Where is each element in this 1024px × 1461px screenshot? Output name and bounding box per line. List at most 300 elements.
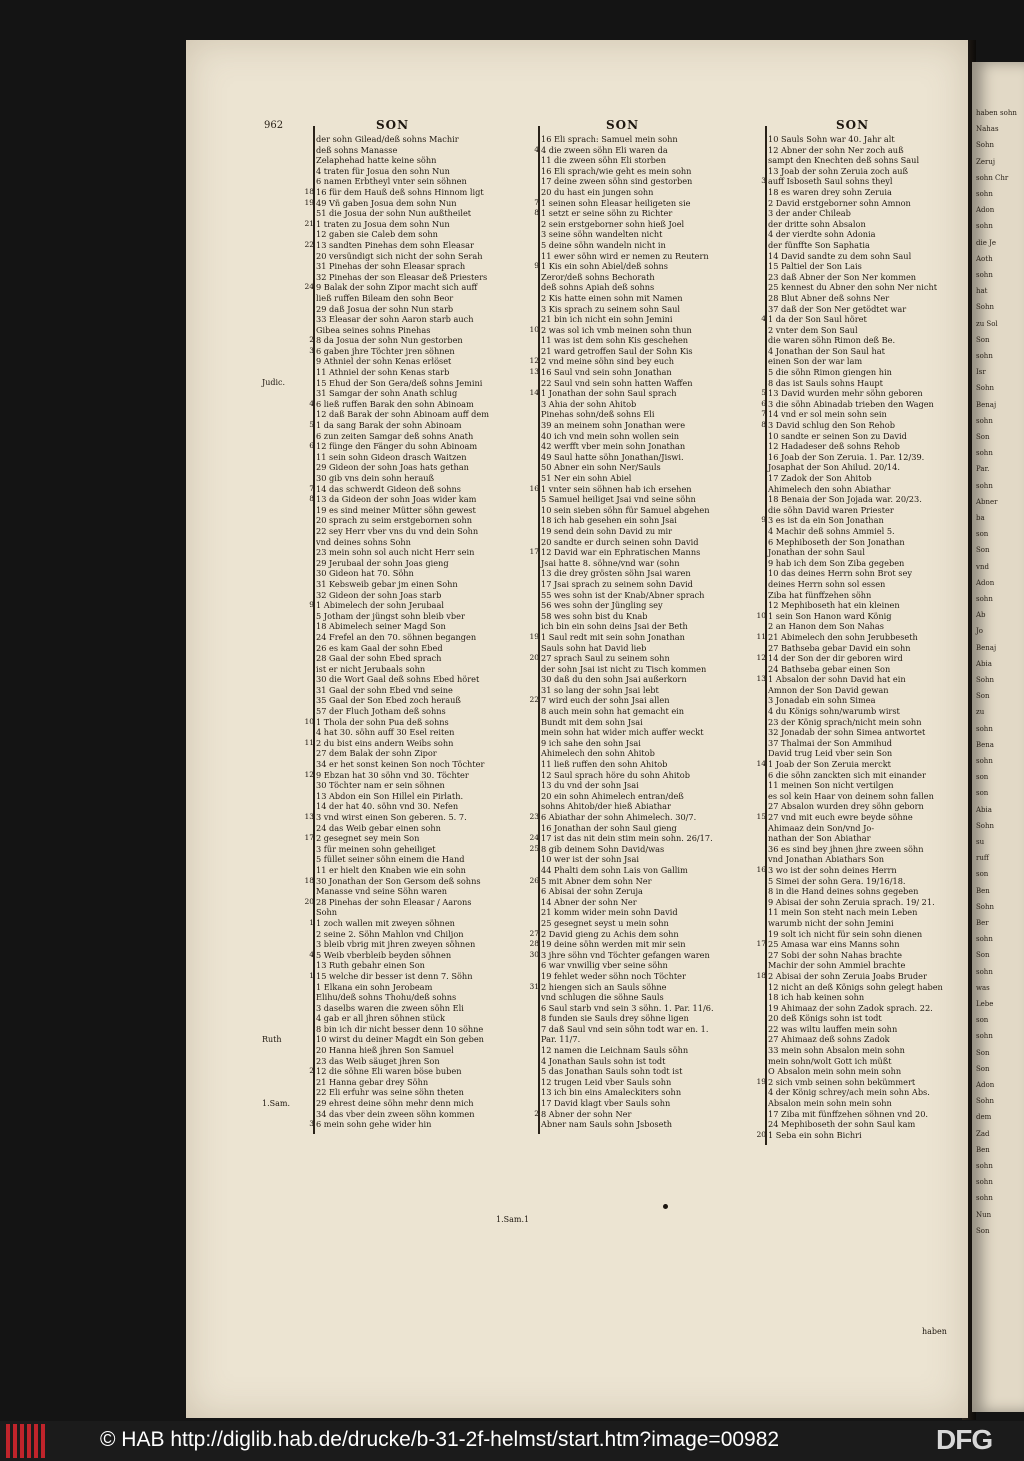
list-item xyxy=(541,420,741,431)
entry-text: 35 Gaal der Son Ebed zoch herauß xyxy=(316,695,461,706)
entry-text: 11 die zween söhn Eli storben xyxy=(541,155,667,166)
entry-text: 32 Gideon der sohn Joas starb xyxy=(316,589,442,600)
entry-text: 27 sprach Saul zu seinem sohn xyxy=(541,653,670,664)
entry-text: auff Isboseth Saul sohns theyl xyxy=(768,176,893,187)
entry-text: 51 Ner ein sohn Abiel xyxy=(541,473,632,483)
page-dot xyxy=(663,1204,668,1209)
list-item xyxy=(316,780,516,791)
list-item xyxy=(529,547,741,558)
list-item xyxy=(534,144,741,156)
list-item xyxy=(529,483,741,495)
entry-text: mein sohn/wolt Gott ich müßt xyxy=(768,1055,892,1066)
next-page-fragment: Sohn xyxy=(976,1097,995,1106)
entry-text: 10 Sauls Sohn war 40. Jahr alt xyxy=(768,134,895,144)
column-header: SON xyxy=(376,118,410,132)
list-item xyxy=(529,928,741,940)
list-item xyxy=(541,918,741,929)
list-item xyxy=(541,452,741,463)
entry-text: 3 Kis sprach zu seinem sohn Saul xyxy=(541,303,681,314)
chapter-number: 2 xyxy=(534,1108,539,1118)
list-item xyxy=(541,282,741,293)
list-item xyxy=(768,1098,963,1109)
entry-text: 13 sandten Pinehas dem sohn Eleasar xyxy=(316,239,474,250)
entry-text: 4 gab er all jhren söhnen stück xyxy=(316,1013,446,1024)
list-item xyxy=(316,388,516,399)
next-page-fragment: Zad xyxy=(976,1129,990,1138)
chapter-number: 30 xyxy=(529,949,539,959)
list-item xyxy=(768,823,963,834)
catchword: haben xyxy=(922,1327,947,1336)
list-item xyxy=(316,759,516,770)
entry-text: 27 Ahimaaz deß sohns Zadok xyxy=(768,1034,890,1045)
chapter-number: 12 xyxy=(756,653,766,663)
chapter-number: 22 xyxy=(529,695,539,705)
entry-text: 2 vnd meine söhn sind bey euch xyxy=(541,356,675,367)
entry-text: 2 was sol ich vmb meinen sohn thun xyxy=(541,324,692,335)
next-page-fragment: Son xyxy=(976,433,990,441)
list-item xyxy=(316,537,516,548)
entry-text: Ahimelech den sohn Ahitob xyxy=(541,748,655,759)
list-item xyxy=(541,240,741,251)
list-item xyxy=(768,960,963,971)
chapter-number: 11 xyxy=(304,737,314,747)
list-item xyxy=(768,685,963,696)
entry-text: 20 sprach zu seim erstgebornen sohn xyxy=(316,515,473,526)
list-item xyxy=(756,812,963,823)
list-item xyxy=(316,1003,516,1014)
list-item xyxy=(541,166,741,177)
list-item xyxy=(768,484,963,495)
entry-text: 2 seine 2. Söhn Mahlon vnd Chiljon xyxy=(316,928,464,939)
entry-text: 1 Absalon der sohn David hat ein xyxy=(768,674,906,685)
chapter-number: 15 xyxy=(756,812,766,821)
chapter-number: 18 xyxy=(756,970,766,980)
entry-text: 4 du Königs sohn/warumb wirst xyxy=(768,706,900,717)
entry-text: Amnon der Son David gewan xyxy=(768,684,889,695)
entry-text: 11 er hielt den Knaben wie ein sohn xyxy=(316,864,466,875)
entry-text: 21 Abimelech den sohn Jerubbeseth xyxy=(768,631,918,642)
entry-text: mein sohn hat wider mich auffer weckt xyxy=(541,727,704,738)
chapter-number: 3 xyxy=(309,1119,314,1129)
entry-text: 11 ließ ruffen den sohn Ahitob xyxy=(541,759,668,770)
entry-text: 19 Ahimaaz der sohn Zadok sprach. 22. xyxy=(768,1002,933,1013)
list-item xyxy=(316,272,516,283)
entry-text: 40 ich vnd mein sohn wollen sein xyxy=(541,430,680,441)
chapter-number: 4 xyxy=(309,398,314,408)
list-item xyxy=(309,345,516,357)
list-item xyxy=(316,590,516,601)
entry-text: Jonathan der sohn Saul xyxy=(768,547,865,558)
list-item xyxy=(541,1077,741,1088)
entry-text: 7 wird euch der sohn Jsai allen xyxy=(541,695,670,706)
entry-text: Ziba hat fünffzehen söhn xyxy=(768,589,872,600)
entry-text: 4 Machir deß sohns Ammiel 5. xyxy=(768,525,895,536)
entry-text: 1 setzt er seine söhn zu Richter xyxy=(541,208,673,219)
entry-text: 1 da sang Barak der sohn Abinoam xyxy=(316,420,462,431)
list-item xyxy=(541,706,741,717)
list-item xyxy=(541,314,741,325)
list-item xyxy=(541,505,741,516)
list-item xyxy=(304,197,516,209)
list-item xyxy=(529,939,741,950)
list-item xyxy=(309,494,516,505)
entry-text: 3 seine söhn wandelten nicht xyxy=(541,229,663,240)
list-item xyxy=(541,1087,741,1098)
entry-text: 4 der König schrey/ach mein sohn Abs. xyxy=(768,1087,930,1098)
list-item xyxy=(768,229,963,240)
list-item xyxy=(316,801,516,812)
next-page-fragment: Aoth xyxy=(976,254,993,263)
list-item xyxy=(541,251,741,262)
list-item xyxy=(541,155,741,166)
list-item xyxy=(529,653,741,664)
entry-text: 21 ward getroffen Saul der Sohn Kis xyxy=(541,345,693,356)
list-item xyxy=(529,388,741,399)
entry-text: 6 Mephiboseth der Son Jonathan xyxy=(768,536,905,547)
entry-text: 14 das schwerdt Gideon deß sohns xyxy=(316,483,461,494)
list-item xyxy=(768,1024,963,1035)
next-page-fragment: Sohn xyxy=(976,821,995,830)
list-item xyxy=(756,610,963,622)
list-item xyxy=(541,717,741,728)
entry-text: 30 die Wort Gaal deß sohns Ebed höret xyxy=(316,674,480,685)
list-item xyxy=(768,706,963,717)
entry-text: 12 daß Barak der sohn Abinoam auff dem xyxy=(316,409,490,420)
entry-text: 9 Ebzan hat 30 söhn vnd 30. Töchter xyxy=(316,769,469,780)
next-page-fragment: Son xyxy=(976,951,990,960)
next-page-fragment: sohn xyxy=(976,1194,993,1203)
list-item xyxy=(541,643,741,654)
list-item xyxy=(768,664,963,675)
list-item xyxy=(316,579,516,590)
list-item xyxy=(316,431,516,442)
list-item xyxy=(768,187,963,198)
entry-text: 30 Gideon hat 70. Söhn xyxy=(316,568,414,579)
entry-text: 18 ich hab gesehen ein sohn Jsai xyxy=(541,515,677,526)
entry-text: 3 der ander Chileab xyxy=(768,208,851,219)
entry-text: 24 Frefel an den 70. söhnen begangen xyxy=(316,631,477,642)
chapter-number: 12 xyxy=(304,769,314,779)
list-item xyxy=(768,1119,963,1130)
next-page-fragment: Sohn xyxy=(976,902,995,911)
list-item xyxy=(541,865,741,876)
entry-text: 19 send dein sohn David zu mir xyxy=(541,525,673,536)
list-item xyxy=(316,378,516,389)
entry-text: 55 wes sohn ist der Knab/Abner sprach xyxy=(541,589,705,600)
entry-text: 10 das deines Herrn sohn Brot sey xyxy=(768,568,912,579)
next-page-fragment: sohn xyxy=(976,1162,993,1170)
entry-text: 28 Blut Abner deß sohns Ner xyxy=(768,292,890,303)
entry-text: 31 Pinehas der sohn Eleasar sprach xyxy=(316,261,466,272)
entry-text: 16 Eli sprach/wie geht es mein sohn xyxy=(541,165,692,176)
entry-text: 11 sein sohn Gideon drasch Waitzen xyxy=(316,451,467,462)
entry-text: 1 da der Son Saul höret xyxy=(768,314,867,325)
list-item xyxy=(541,229,741,240)
next-page-fragment: Abner xyxy=(976,497,998,506)
next-page-fragment: Sohn xyxy=(976,384,995,393)
entry-text: vnd Jonathan Abiathars Son xyxy=(768,854,885,865)
entry-text: 58 wes sohn bist du Knab xyxy=(541,610,648,621)
entry-text: 29 Gideon der sohn Joas hats gethan xyxy=(316,462,469,473)
entry-text: Zelaphehad hatte keine söhn xyxy=(316,155,437,166)
entry-text: 24 das Weib gebar einen sohn xyxy=(316,822,441,833)
entry-text: 18 Abimelech seiner Magd Son xyxy=(316,621,446,632)
entry-text: 1 vnter sein söhnen hab ich ersehen xyxy=(541,483,692,494)
entry-text: 30 daß du den sohn Jsai außerkorn xyxy=(541,674,687,685)
entry-text: 5 füllet seiner söhn einem die Hand xyxy=(316,854,465,865)
chapter-number: 10 xyxy=(529,324,539,334)
entry-text: 25 Amasa war eins Manns sohn xyxy=(768,939,900,950)
list-item xyxy=(316,1077,516,1088)
list-item xyxy=(316,251,516,262)
list-item xyxy=(768,293,963,304)
entry-text: 11 meinen Son nicht vertilgen xyxy=(768,780,894,791)
entry-text: 7 daß Saul vnd sein söhn todt war en. 1. xyxy=(541,1023,709,1034)
entry-text: einen Son der war lam xyxy=(768,356,863,367)
column-header: SON xyxy=(836,118,870,132)
chapter-number: 19 xyxy=(756,1076,766,1086)
list-item xyxy=(768,780,963,791)
list-item xyxy=(316,261,516,272)
entry-text: 14 der hat 40. söhn vnd 30. Nefen xyxy=(316,801,459,812)
chapter-number: 16 xyxy=(529,483,539,493)
entry-text: 42 werfft vber mein sohn Jonathan xyxy=(541,441,686,452)
list-item xyxy=(304,716,516,728)
copyright-link[interactable]: © HAB http://diglib.hab.de/drucke/b-31-2f-helmst/start.htm?image=00982 xyxy=(100,1428,780,1451)
list-item xyxy=(309,441,516,452)
list-item xyxy=(768,452,963,463)
entry-text: 27 vnd mit euch ewre beyde söhne xyxy=(768,812,913,822)
list-item xyxy=(529,367,741,378)
entry-text: Jsai hatte 8. söhne/vnd war (sohn xyxy=(541,557,680,568)
entry-text: 2 Abisai der sohn Zeruia Joabs Bruder xyxy=(768,970,927,981)
entry-text: 21 komm wider mein sohn David xyxy=(541,907,678,918)
list-item xyxy=(768,1013,963,1024)
entry-text: nathan der Son Abiathar xyxy=(768,833,871,844)
next-page-fragment: ruff xyxy=(976,854,989,863)
next-page-fragment: hat xyxy=(976,287,988,296)
chapter-number: 13 xyxy=(529,367,539,377)
list-item xyxy=(304,218,516,230)
list-item xyxy=(316,558,516,569)
list-item xyxy=(316,695,516,706)
next-page-fragment: vnd xyxy=(976,562,989,571)
chapter-number: 13 xyxy=(304,812,314,821)
entry-text: 22 Eli erfuhr was seine söhn theten xyxy=(316,1087,464,1098)
next-page-fragment: Adon xyxy=(976,206,995,215)
list-item xyxy=(768,717,963,728)
chapter-number: 6 xyxy=(761,398,766,408)
list-item xyxy=(541,727,741,738)
next-page-fragment: Nun xyxy=(976,1210,992,1219)
entry-text: 20 Hanna hieß jhren Son Samuel xyxy=(316,1045,454,1056)
column-header: SON xyxy=(606,118,640,132)
list-item xyxy=(768,367,963,378)
entry-text: 57 der Fluch Jotham deß sohns xyxy=(316,706,446,717)
chapter-number: 4 xyxy=(309,949,314,959)
next-page-fragment: sohn xyxy=(976,222,993,231)
entry-text: 24 Bathseba gebar einen Son xyxy=(768,663,891,674)
entry-text: 3 die söhn Abinadab trieben den Wagen xyxy=(768,398,934,409)
list-item xyxy=(541,409,741,420)
entry-text: 32 Pinehas der son Eleasar deß Priesters xyxy=(316,271,488,282)
list-item xyxy=(768,494,963,505)
entry-text: 13 die drey grösten söhn Jsai waren xyxy=(541,568,691,579)
chapter-number: 8 xyxy=(309,494,314,504)
next-page-fragment: Son xyxy=(976,335,990,344)
list-item xyxy=(768,738,963,749)
entry-text: 44 Phalti dem sohn Lais von Gallim xyxy=(541,864,688,875)
entry-text: sampt den Knechten deß sohns Saul xyxy=(768,155,920,166)
next-page-fragment: sohn xyxy=(976,757,993,765)
entry-text: 9 ich sahe den sohn Jsai xyxy=(541,737,641,748)
list-item xyxy=(768,155,963,166)
entry-text: 18 Benaia der Son Jojada war. 20/23. xyxy=(768,494,922,505)
entry-text: 12 trugen Leid vber Sauls sohn xyxy=(541,1076,672,1087)
list-item xyxy=(316,166,516,177)
chapter-number: 14 xyxy=(756,759,766,769)
list-item xyxy=(316,621,516,632)
list-item xyxy=(309,420,516,431)
list-item xyxy=(541,801,741,812)
entry-text: 14 Abner der sohn Ner xyxy=(541,896,637,907)
entry-text: 10 sandte er seinen Son zu David xyxy=(768,430,907,441)
list-item xyxy=(768,251,963,262)
chapter-number: 26 xyxy=(529,875,539,885)
entry-text: 16 Saul vnd sein sohn Jonathan xyxy=(541,367,672,378)
entry-text: der fünffte Son Saphatia xyxy=(768,239,870,250)
entry-text: 49 Saul hatte söhn Jonathan/Jiswi. xyxy=(541,451,684,462)
list-item xyxy=(529,949,741,961)
entry-text: 8 in die Hand deines sohns gegeben xyxy=(768,886,919,897)
list-item xyxy=(541,674,741,685)
list-item xyxy=(541,558,741,569)
book-page xyxy=(186,40,968,1418)
chapter-number: 25 xyxy=(529,843,539,853)
chapter-number: 20 xyxy=(529,653,539,663)
list-item xyxy=(768,897,963,908)
list-item xyxy=(316,1098,516,1109)
list-item xyxy=(316,325,516,336)
entry-text: 19 es sind meiner Mütter söhn gewest xyxy=(316,504,476,515)
list-item xyxy=(541,399,741,410)
list-item xyxy=(761,176,963,187)
entry-text: 6 die söhn zanckten sich mit einander xyxy=(768,769,926,780)
next-page-fragment: Adon xyxy=(976,1081,995,1089)
next-page-fragment: Abia xyxy=(976,659,992,668)
entry-text: 31 so lang der sohn Jsai lebt xyxy=(541,684,659,695)
chapter-number: 17 xyxy=(529,547,539,557)
book-side-label: 1.Sam. xyxy=(262,1098,291,1108)
entry-text: ist er nicht Jerubaals sohn xyxy=(316,663,426,674)
next-page-fragment: dem xyxy=(976,1113,992,1122)
list-item xyxy=(768,473,963,484)
next-page-fragment: Sohn xyxy=(976,303,995,312)
entry-text: 6 gaben jhre Töchter jren söhnen xyxy=(316,345,455,356)
list-item xyxy=(541,1003,741,1014)
list-item xyxy=(768,304,963,315)
list-item xyxy=(768,356,963,367)
entry-text: 3 Ahia der sohn Ahitob xyxy=(541,398,637,409)
entry-text: 29 ehrest deine söhn mehr denn mich xyxy=(316,1098,474,1109)
list-item xyxy=(541,1024,741,1035)
next-page-fragment: Nahas xyxy=(976,125,999,134)
entry-text: sohns Ahitob/der hieß Abiathar xyxy=(541,801,671,812)
next-page-fragment: Par. xyxy=(976,465,990,474)
list-item xyxy=(316,886,516,897)
list-item xyxy=(316,208,516,219)
next-page-fragment: Son xyxy=(976,1226,990,1235)
entry-text: 9 Abisai der sohn Zeruia sprach. 19/ 21. xyxy=(768,896,935,907)
entry-text: 16 Eli sprach: Samuel mein sohn xyxy=(541,134,678,144)
list-item xyxy=(541,272,741,283)
chapter-number: 27 xyxy=(529,928,539,938)
list-item xyxy=(541,907,741,918)
list-item xyxy=(541,568,741,579)
entry-text: deines Herrn sohn sol essen xyxy=(768,578,886,589)
list-item xyxy=(541,494,741,505)
entry-text: 17 deine zween söhn sind gestorben xyxy=(541,176,693,187)
list-item xyxy=(316,992,516,1003)
list-item xyxy=(316,473,516,484)
list-item xyxy=(316,314,516,325)
entry-text: 20 sandte er durch seinen sohn David xyxy=(541,536,699,547)
entry-text: 22 Saul vnd sein sohn hatten Waffen xyxy=(541,377,693,388)
entry-text: 4 traten für Josua den sohn Nun xyxy=(316,165,450,176)
entry-text: 6 war vnwillig vber seine söhn xyxy=(541,960,668,971)
list-item xyxy=(768,166,963,177)
entry-text: 29 Jerubaal der sohn Joas gieng xyxy=(316,557,449,568)
list-item xyxy=(761,388,963,399)
next-page-fragment: Adon xyxy=(976,578,995,587)
entry-text: 4 Jonathan der Son Saul hat xyxy=(768,345,885,356)
list-item xyxy=(768,282,963,293)
list-item xyxy=(309,917,516,929)
list-item xyxy=(304,239,516,251)
list-item xyxy=(541,1098,741,1109)
chapter-number: 13 xyxy=(756,674,766,684)
entry-text: 3 es ist da ein Son Jonathan xyxy=(768,515,884,526)
entry-text: deß sohns Apiah deß sohns xyxy=(541,282,655,293)
next-page-fragment: Bena xyxy=(976,740,994,749)
book-side-label: Ruth xyxy=(262,1035,282,1044)
entry-list xyxy=(756,134,963,1140)
list-item xyxy=(316,505,516,516)
list-item xyxy=(304,282,516,293)
entry-text: 2 an Hanon dem Son Nahas xyxy=(768,621,884,632)
entry-text: 25 kennest du Abner den sohn Ner nicht xyxy=(768,282,938,293)
entry-text: 34 das vber dein zween söhn kommen xyxy=(316,1108,475,1119)
hab-logo-icon xyxy=(6,1424,48,1458)
list-item xyxy=(541,537,741,548)
next-page-fragment: sohn xyxy=(976,449,993,458)
entry-text: 56 wes sohn der Jüngling sey xyxy=(541,600,663,611)
entry-text: 2 hiengen sich an Sauls söhne xyxy=(541,981,667,992)
list-item xyxy=(768,579,963,590)
list-item xyxy=(316,982,516,993)
list-item xyxy=(768,378,963,389)
entry-text: 14 der Son der dir geboren wird xyxy=(768,653,903,664)
entry-text: 18 es waren drey sohn Zeruia xyxy=(768,186,892,197)
entry-text: 12 die söhne Eli waren böse buben xyxy=(316,1066,462,1077)
list-item xyxy=(541,770,741,781)
entry-text: 3 jhre söhn vnd Töchter gefangen waren xyxy=(541,949,710,960)
entry-text: 29 daß Josua der sohn Nun starb xyxy=(316,303,454,314)
next-page-fragment: Sohn xyxy=(976,676,995,684)
list-item xyxy=(768,982,963,993)
entry-text: 6 Abisai der sohn Zeruja xyxy=(541,886,643,897)
list-item xyxy=(316,664,516,675)
